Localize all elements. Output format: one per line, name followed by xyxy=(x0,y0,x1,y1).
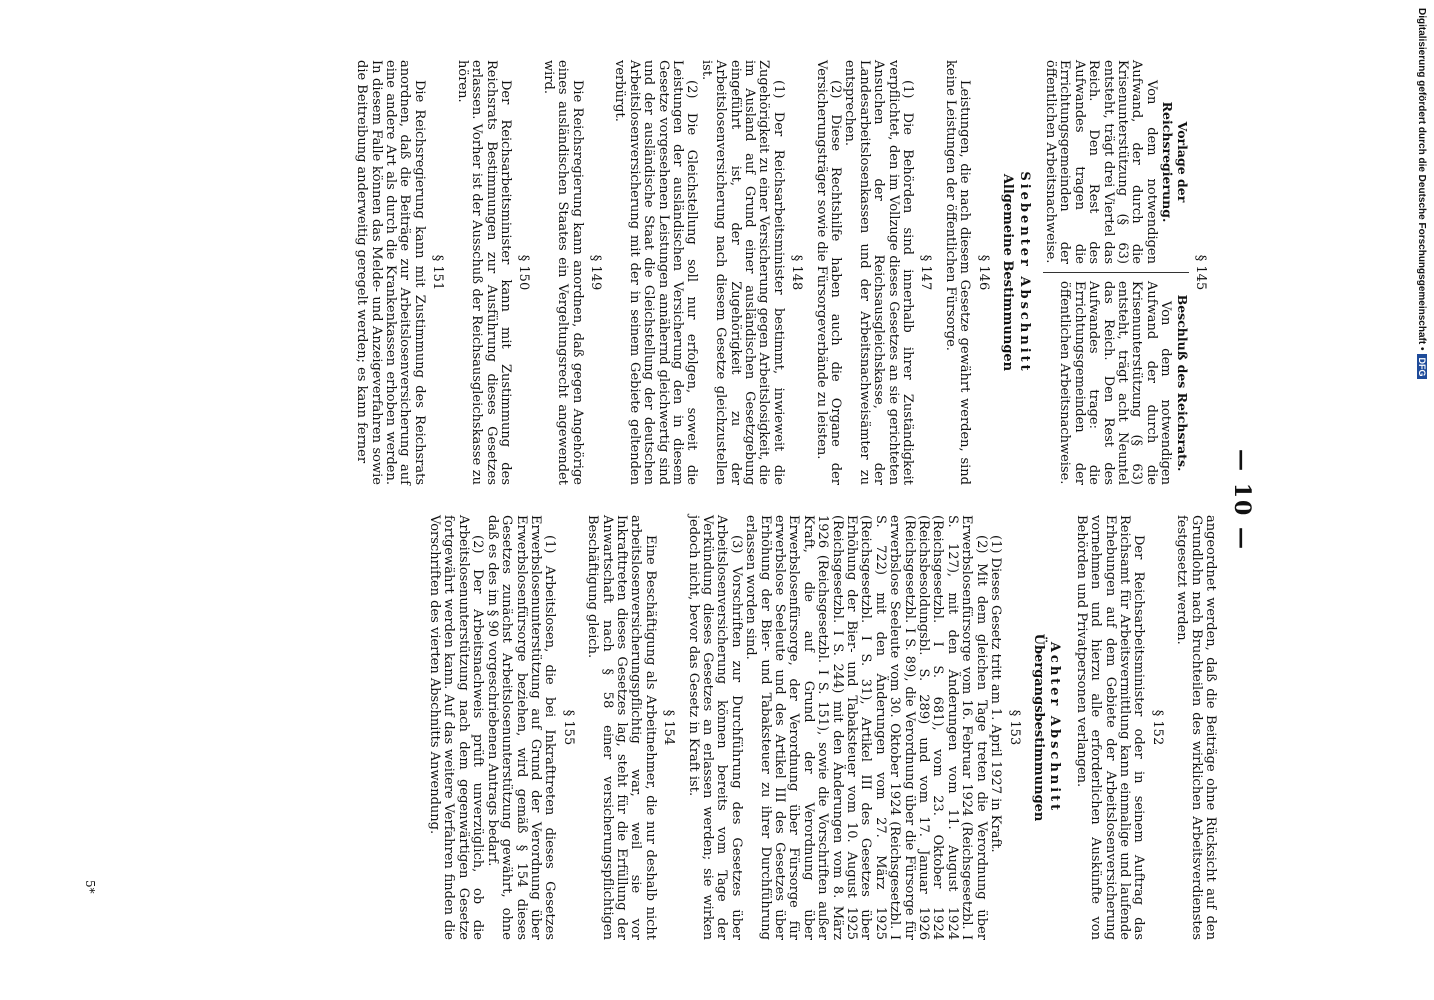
paragraph-153-2: (2) Mit dem gleichen Tage treten die Verordnung über Erwerbslosenfürsorge vom 16. Februar 1924 (Reichsgesetzbl. I S. 127), mit den Änderungen vom 11. August 1924 (Reichsgesetzbl. I S. 681), vom 23. Oktober 1924 (Reichsbesoldungsbl. S. 289) und vom 17. Januar 1926 (Reichsgesetzbl. I S. 89), die Verordnung über die Fürsorge für erwerbslose Seeleute vom 30. Oktober 1924 (Reichsgesetzbl. I S. 722) mit den Änderungen vom 27. März 1925 (Reichsgesetzbl. I S. 31), Artikel III des Gesetzes über Erhöhung der Bier- und Tabaksteuer vom 10. August 1925 (Reichsgesetzbl. I S. 244) mit den Änderungen vom 8. März 1926 (Reichsgesetzbl. I S. 151), sowie die Vorschriften außer Kraft, die auf Grund der Verordnung über Erwerbslosenfürsorge, der Verordnung über Fürsorge für erwerbslose Seeleute und des Artikel III des Gesetzes über Erhöhung der Bier- und Tabaksteuer zu ihrer Durchführung erlassen worden sind. xyxy=(743,515,989,940)
paragraph-152: Der Reichsarbeitsminister oder in seinem Auftrag das Reichsamt für Arbeitsvermittlung kann einmalige und laufende Erhebungen auf dem Gebiete der Arbeitslosenversicherung vornehmen und hierzu alle erforderlichen Auskünfte von Behörden und Privatpersonen verlangen. xyxy=(1073,515,1147,940)
section-148: § 148 xyxy=(789,254,805,291)
paragraph-148-1: (1) Der Reichsarbeitsminister bestimmt, inwieweit die Zugehörigkeit zu einer Versicherung gegen Arbeitslosigkeit, die im Ausland auf Grund einer ausländischen Gesetzgebung eingeführt ist, der Zugehörigkeit zu der Arbeitslosenversicherung nach diesem Gesetze gleichzustellen ist. xyxy=(698,60,786,485)
section-147: § 147 xyxy=(918,254,934,291)
heading-seventh-section: Siebenter Abschnitt xyxy=(1016,171,1032,374)
heading-eighth-section: Achter Abschnitt xyxy=(1047,641,1063,814)
paragraph-154: Eine Beschäftigung als Arbeitnehmer, die nur deshalb nicht arbeitslosenversicherungspflichtig war, weil sie vor Inkrafttreten dieses Gesetzes lag, steht für die Erfüllung der Anwartschaft nach § 58 einer versicherungspflichtigen Beschäftigung gleich. xyxy=(585,515,658,940)
comparison-left-heading: Vorlage der Reichsregierung. xyxy=(1160,101,1190,223)
comparison-right xyxy=(1043,281,1189,485)
section-154: § 154 xyxy=(661,709,677,746)
comparison-right-text: Von dem notwendigen Aufwand der durch die Krisenunterstützung (§ 63) entsteht, trägt acht Neuntel das Reich. Den Rest des Aufwandes trage: die Errichtungsgemeinden der öffentlichen Arbeitsnachweise. xyxy=(1057,281,1174,485)
paragraph-146: Leistungen, die nach diesem Gesetze gewährt werden, sind keine Leistungen der öffentlichen Fürsorge. xyxy=(942,60,973,485)
digitization-credit xyxy=(1412,8,1432,992)
paragraph-153-1: (1) Dieses Gesetz tritt am 1. April 1927 in Kraft. xyxy=(988,535,1004,853)
paragraph-151-continued: angeordnet werden, daß die Beiträge ohne Rücksicht auf den Grundlohn nach Bruchteilen des wirklichen Arbeitsverdienstes festgesetzt werden. xyxy=(1174,515,1218,940)
comparison-left-text: Von dem notwendigen Aufwand, der durch die Krisenunterstützung (§ 63) entsteht, trägt drei Viertel das Reich. Den Rest des Aufwandes tragen die Errichtungsgemeinden der öffentlichen Arbeitsnachweise. xyxy=(1042,60,1159,264)
left-column xyxy=(354,60,1217,485)
section-151: § 151 xyxy=(430,254,446,291)
section-146: § 146 xyxy=(975,254,991,291)
subheading-general-provisions: Allgemeine Bestimmungen xyxy=(1000,173,1016,372)
section-153: § 153 xyxy=(1006,709,1022,746)
right-column xyxy=(427,515,1217,940)
dfg-logo: DFG xyxy=(1417,354,1427,379)
paragraph-155-1: (1) Arbeitslosen, die bei Inkrafttreten dieses Gesetzes Erwerbslosenunterstützung auf Grund der Verordnung über Erwerbslosenfürsorge beziehen, wird gemäß § 154 dieses Gesetzes zunächst Arbeitslosenunterstützung gewährt, ohne daß es des im § 90 vorgeschriebenen Antrags bedarf. xyxy=(484,515,558,940)
paragraph-148-2: (2) Die Gleichstellung soll nur erfolgen, soweit die Leistungen der ausländischen Versicherung den in diesem Gesetze vorgesehenen Leistungen annähernd gleichwertig sind und der ausländische Staat die Gleichstellung der deutschen Arbeitslosenversicherung mit der in seinem Gebiete geltenden verbürgt. xyxy=(612,60,700,485)
signature-mark: 5* xyxy=(83,880,97,894)
section-149: § 149 xyxy=(587,254,603,291)
paragraph-150: Der Reichsarbeitsminister kann mit Zustimmung des Reichsrats Bestimmungen zur Ausführung dieses Gesetzes erlassen. Vorher ist der Ausschuß der Reichsausgleichskasse zu hören. xyxy=(454,60,513,485)
paragraph-153-3: (3) Vorschriften zur Durchführung des Gesetzes über Arbeitslosenversicherung können bereits vom Tage der Verkündung dieses Gesetzes an erlassen werden; sie wirken jedoch nicht, bevor das Gesetz in Kraft ist. xyxy=(685,515,744,940)
section-150: § 150 xyxy=(516,254,532,291)
comparison-left xyxy=(1043,60,1189,264)
paragraph-151: Die Reichsregierung kann mit Zustimmung des Reichsrats anordnen, daß die Beiträge zur Arbeitslosenversicherung auf eine andere Art als durch die Krankenkassen erhoben werden. In diesem Falle können das Melde- und Anzeigeverfahren sowie die Beitreibung anderweitig geregelt werden; es kann ferner xyxy=(354,60,427,485)
subheading-transitional-provisions: Übergangsbestimmungen xyxy=(1030,633,1046,822)
paragraph-147-2: (2) Diese Rechtshilfe haben auch die Organe der Versicherungsträger sowie die Fürsorgeverbände zu leisten. xyxy=(813,60,844,485)
comparison-right-heading: Beschluß des Reichsrats. xyxy=(1174,294,1190,472)
comparison-table xyxy=(1043,60,1189,485)
section-145: § 145 xyxy=(1193,254,1208,291)
digitization-credit-bar xyxy=(1412,8,1432,992)
paragraph-149: Die Reichsregierung kann anordnen, daß gegen Angehörige eines ausländischen Staates ein Vergeltungsrecht angewendet wird. xyxy=(540,60,585,485)
credit-text: Digitalisierung gefördert durch die Deutsche Forschungsgemeinschaft • xyxy=(1416,8,1428,351)
paragraph-155-2: (2) Der Arbeitsnachweis prüft unverzüglich, ob die Arbeitslosenunterstützung nach dem gegenwärtigen Gesetze fortgewährt werden kann. Auf das weitere Verfahren finden die Vorschriften des vierten Abschnitts Anwendung. xyxy=(427,515,486,940)
section-152: § 152 xyxy=(1149,709,1165,746)
section-155: § 155 xyxy=(560,709,576,746)
comparison-divider xyxy=(1043,272,1189,273)
page-number: — 10 — xyxy=(1229,449,1255,551)
paragraph-147-1: (1) Die Behörden sind innerhalb ihrer Zuständigkeit verpflichtet, den im Vollzuge dieses Gesetzes an sie gerichteten Ansuchen der Reichsausgleichskasse, der Landesarbeitslosenkassen und der Arbeitsnachweisämter zu entsprechen. xyxy=(842,60,916,485)
